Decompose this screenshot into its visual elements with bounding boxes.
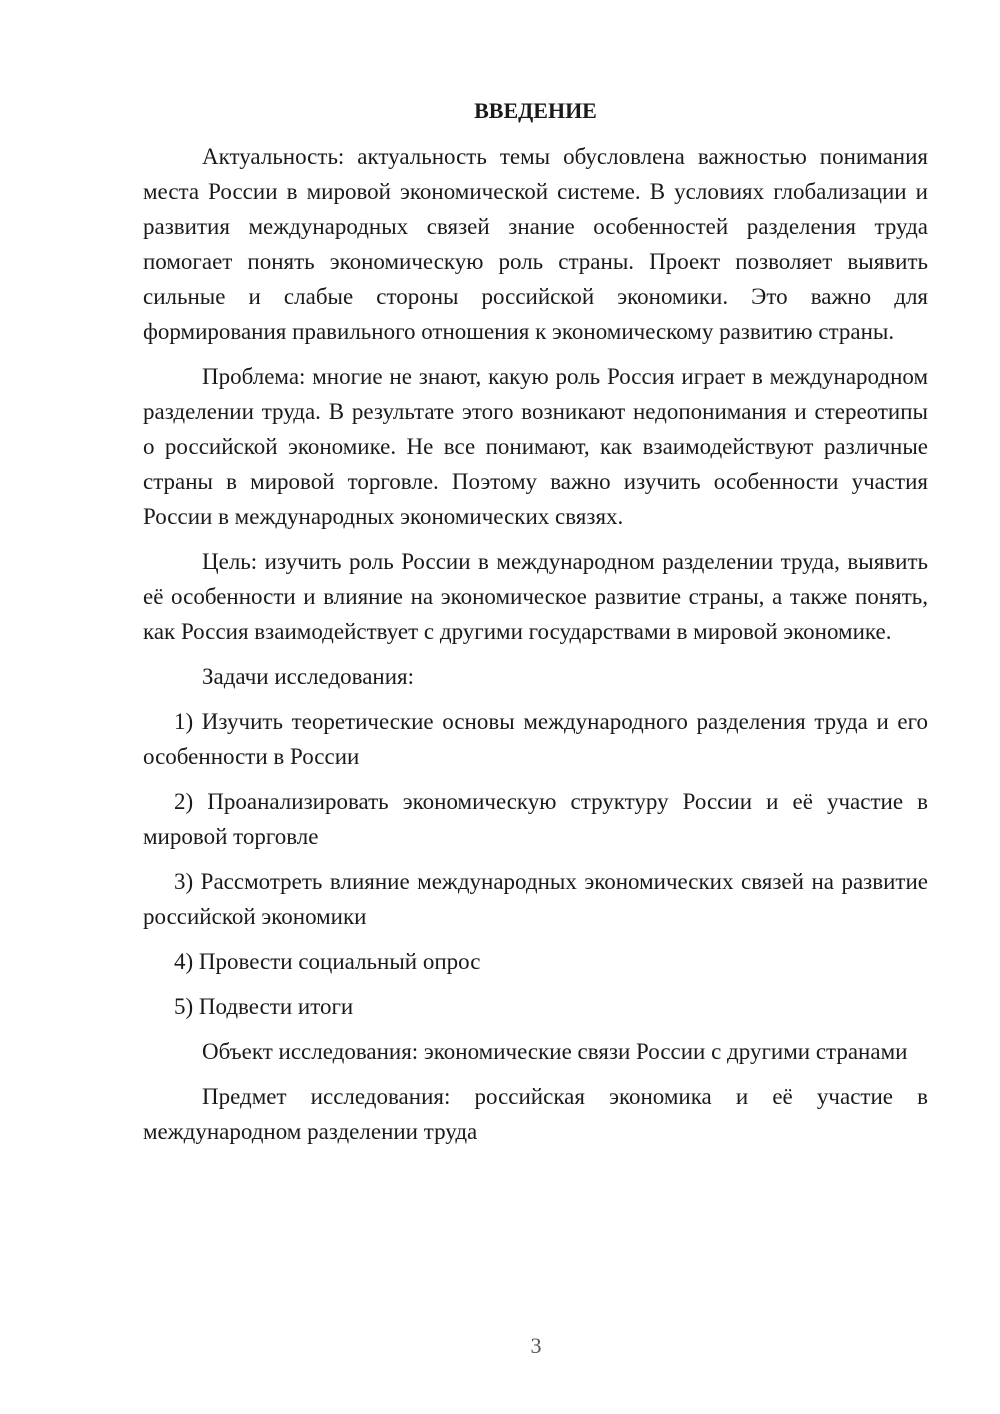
task-item: 3) Рассмотреть влияние международных экономических связей на развитие российской экономики — [143, 869, 928, 929]
task-item: 5) Подвести итоги — [174, 994, 354, 1019]
page-number: 3 — [530, 1333, 542, 1358]
document-body — [143, 95, 928, 1159]
problem-paragraph: Проблема: многие не знают, какую роль Россия играет в международном разделении труда. В результате этого возникают недопонимания и стереотипы о российской экономике. Не все понимают, как взаимодействуют различные страны в мировой торговле. Поэтому важно изучить особенности участия России в международных экономических связях. — [143, 364, 928, 529]
goal-paragraph: Цель: изучить роль России в международном разделении труда, выявить её особенности и влияние на экономическое развитие страны, а также понять, как Россия взаимодействует с другими государствами в мировой экономике. — [143, 549, 928, 644]
task-item: 2) Проанализировать экономическую структуру России и её участие в мировой торговле — [143, 789, 928, 849]
task-item: 1) Изучить теоретические основы международного разделения труда и его особенности в России — [143, 709, 928, 769]
object-paragraph: Объект исследования: экономические связи России с другими странами — [202, 1039, 908, 1064]
section-title: ВВЕДЕНИЕ — [474, 98, 597, 123]
task-item: 4) Провести социальный опрос — [174, 949, 481, 974]
subject-paragraph: Предмет исследования: российская экономика и её участие в международном разделении труда — [143, 1084, 928, 1144]
tasks-heading: Задачи исследования: — [202, 664, 415, 689]
relevance-paragraph: Актуальность: актуальность темы обусловлена важностью понимания места России в мировой экономической системе. В условиях глобализации и развития международных связей знание особенностей разделения труда помогает понять экономическую роль страны. Проект позволяет выявить сильные и слабые стороны российской экономики. Это важно для формирования правильного отношения к экономическому развитию страны. — [143, 144, 928, 344]
